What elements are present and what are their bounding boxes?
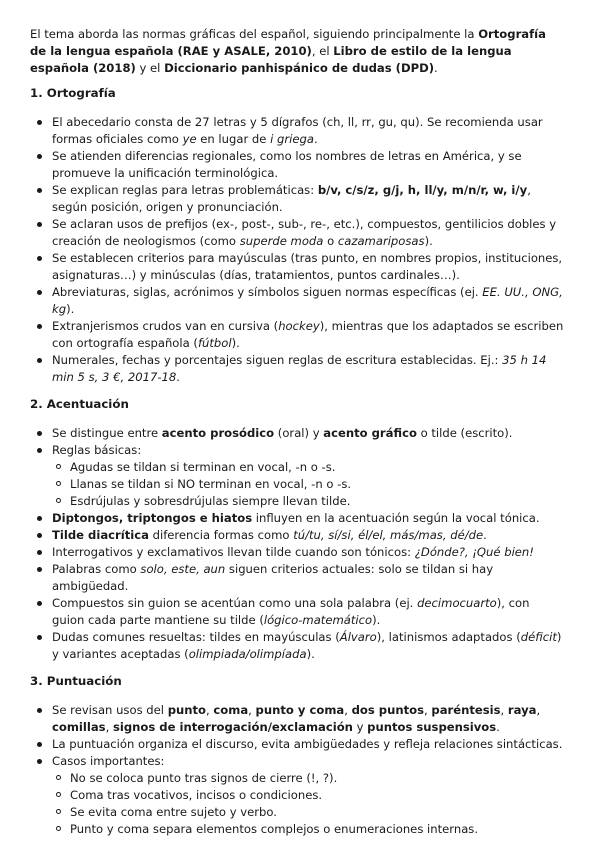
item-text: Se distingue entre [52,426,162,440]
list-item [52,182,564,216]
item-text: , [105,720,113,734]
list-item [52,753,564,838]
list-item [52,561,564,595]
list-item [52,510,564,527]
item-text: , [206,703,214,717]
item-italic: i griega [270,132,314,146]
list-item [52,442,564,510]
item-text: Reglas básicas: [52,443,142,457]
list-item [52,148,564,182]
item-text: diferencia formas como [148,528,294,542]
item-italic: superde moda [239,234,324,248]
item-text: . [313,132,318,146]
list-item [52,629,564,663]
item-bold: raya [507,703,537,717]
item-text: , [248,703,256,717]
item-bold: signos de interrogación/exclamación [112,720,353,734]
list-item [52,318,564,352]
list-item [52,425,564,442]
item-italic: fútbol [197,336,232,350]
item-text: . [176,370,180,384]
list-item [52,544,564,561]
reglas-basicas-sublist [52,459,564,510]
intro-text: . [434,61,438,75]
item-bold: coma [213,703,249,717]
item-text: . [496,720,500,734]
puntuacion-list [30,702,564,838]
item-text: (oral) y [274,426,324,440]
section-heading-acentuacion: 2. Acentuación [30,397,129,411]
item-text: Compuestos sin guion se acentúan como una sola palabra (ej. [52,596,418,610]
item-italic: decimocuarto [417,596,497,610]
item-text: ). [66,302,75,316]
casos-importantes-sublist [52,770,564,838]
sub-list-item: Agudas se tildan si terminan en vocal, -n o -s. [70,459,564,476]
item-bold: punto [167,703,207,717]
item-italic: lógico-matemático [263,613,373,627]
sub-list-item: Punto y coma separa elementos complejos o enumeraciones internas. [70,821,564,838]
intro-text: , el [311,44,334,58]
item-italic: EE. UU., ONG, kg [52,285,563,316]
list-item [52,216,564,250]
sub-list-item: Esdrújulas y sobresdrújulas siempre llevan tilde. [70,493,564,510]
item-text: , [344,703,352,717]
item-bold: puntos suspensivos [367,720,497,734]
item-text: , [500,703,508,717]
item-italic: Álvaro [339,630,377,644]
item-italic: cazamariposas [337,234,425,248]
sub-list-item: Se evita coma entre sujeto y verbo. [70,804,564,821]
item-bold: dos puntos [351,703,425,717]
item-text: Se aclaran usos de prefijos (ex-, post-, sub-, re-, etc.), compuestos, gentilicios dobles y creación de neologismos (como [52,217,557,248]
sub-list-item: Llanas se tildan si NO terminan en vocal, -n o -s. [70,476,564,493]
item-text: o [323,234,338,248]
item-bold: acento prosódico [161,426,275,440]
section-heading-puntuacion: 3. Puntuación [30,674,122,688]
item-text: Abreviaturas, siglas, acrónimos y símbolos siguen normas específicas (ej. [52,285,483,299]
item-text: , según posición, origen y pronunciación. [52,183,531,214]
item-text: Numerales, fechas y porcentajes siguen reglas de escritura establecidas. Ej.: [52,353,503,367]
item-text: Dudas comunes resueltas: tildes en mayúsculas ( [52,630,340,644]
intro-paragraph [30,26,564,77]
item-text: ) y variantes aceptadas ( [52,630,562,661]
item-text: El abecedario consta de 27 letras y 5 dígrafos (ch, ll, rr, gu, qu). Se recomienda usar formas oficiales como [52,115,543,146]
item-bold: Tilde diacrítica [52,528,149,542]
list-item [52,527,564,544]
item-text: ), mientras que los adaptados se escriben con ortografía española ( [52,319,564,350]
item-italic: hockey [278,319,320,333]
sub-list-item: Coma tras vocativos, incisos o condiciones. [70,787,564,804]
acentuacion-list [30,425,564,663]
item-text: ). [231,336,240,350]
item-text: Se revisan usos del [52,703,168,717]
item-italic: 35 h 14 min 5 s, 3 €, 2017-18 [52,353,547,384]
list-item [52,250,564,284]
item-italic: ye [182,132,197,146]
item-text: influyen en la acentuación según la vocal tónica. [252,511,540,525]
list-item [52,595,564,629]
item-bold: punto y coma [255,703,345,717]
section-heading-ortografia: 1. Ortografía [30,86,116,100]
item-bold: paréntesis [431,703,501,717]
item-text: Se establecen criterios para mayúsculas (tras punto, en nombres propios, instituciones, asignaturas…) y minúsculas (días, tratamientos, puntos cardinales…). [52,251,563,282]
list-item [52,352,564,386]
item-text: ). [424,234,433,248]
item-italic: solo, este, aun [140,562,226,576]
item-text: , [424,703,432,717]
intro-source-libro-estilo: Libro de estilo de la lengua española (2018) [30,44,512,75]
item-bold: b/v, c/s/z, g/j, h, ll/y, m/n/r, w, i/y [317,183,528,197]
list-item [52,736,564,753]
item-bold: comillas [52,720,106,734]
sub-list-item: No se coloca punto tras signos de cierre (!, ?). [70,770,564,787]
item-text: siguen criterios actuales: solo se tildan si hay ambigüedad. [52,562,494,593]
intro-source-ortografia: Ortografía de la lengua española (RAE y ASALE, 2010) [30,27,546,58]
item-text: Se atienden diferencias regionales, como los nombres de letras en América, y se promueve la unificación terminológica. [52,149,522,180]
intro-text: El tema aborda las normas gráficas del español, siguiendo principalmente la [30,27,479,41]
list-item [52,284,564,318]
item-bold: Diptongos, triptongos e hiatos [52,511,253,525]
item-text: o tilde (escrito). [416,426,513,440]
item-text: La puntuación organiza el discurso, evita ambigüedades y refleja relaciones sintácticas. [52,737,563,751]
item-text: ), latinismos adaptados ( [376,630,521,644]
item-text: ). [372,613,381,627]
ortografia-list [30,114,564,386]
item-italic: tú/tu, sí/si, él/el, más/mas, dé/de [293,528,484,542]
item-text: Interrogativos y exclamativos llevan tilde cuando son tónicos: [52,545,415,559]
list-item [52,114,564,148]
item-text: ), con guion cada parte mantiene su tilde ( [52,596,530,627]
item-text: Se explican reglas para letras problemáticas: [52,183,318,197]
item-italic: ¿Dónde?, ¡Qué bien! [414,545,534,559]
item-italic: olimpiada/olimpíada [188,647,307,661]
item-text: . [483,528,487,542]
item-italic: déficit [520,630,557,644]
item-text: en lugar de [196,132,271,146]
item-text: Extranjerismos crudos van en cursiva ( [52,319,279,333]
item-text: y [352,720,368,734]
item-text: Palabras como [52,562,141,576]
item-bold: acento gráfico [323,426,417,440]
intro-source-dpd: Diccionario panhispánico de dudas (DPD) [164,61,435,75]
item-text: ). [306,647,315,661]
list-item [52,702,564,736]
intro-text: y el [135,61,165,75]
item-text: , [536,703,541,717]
item-text: Casos importantes: [52,754,165,768]
